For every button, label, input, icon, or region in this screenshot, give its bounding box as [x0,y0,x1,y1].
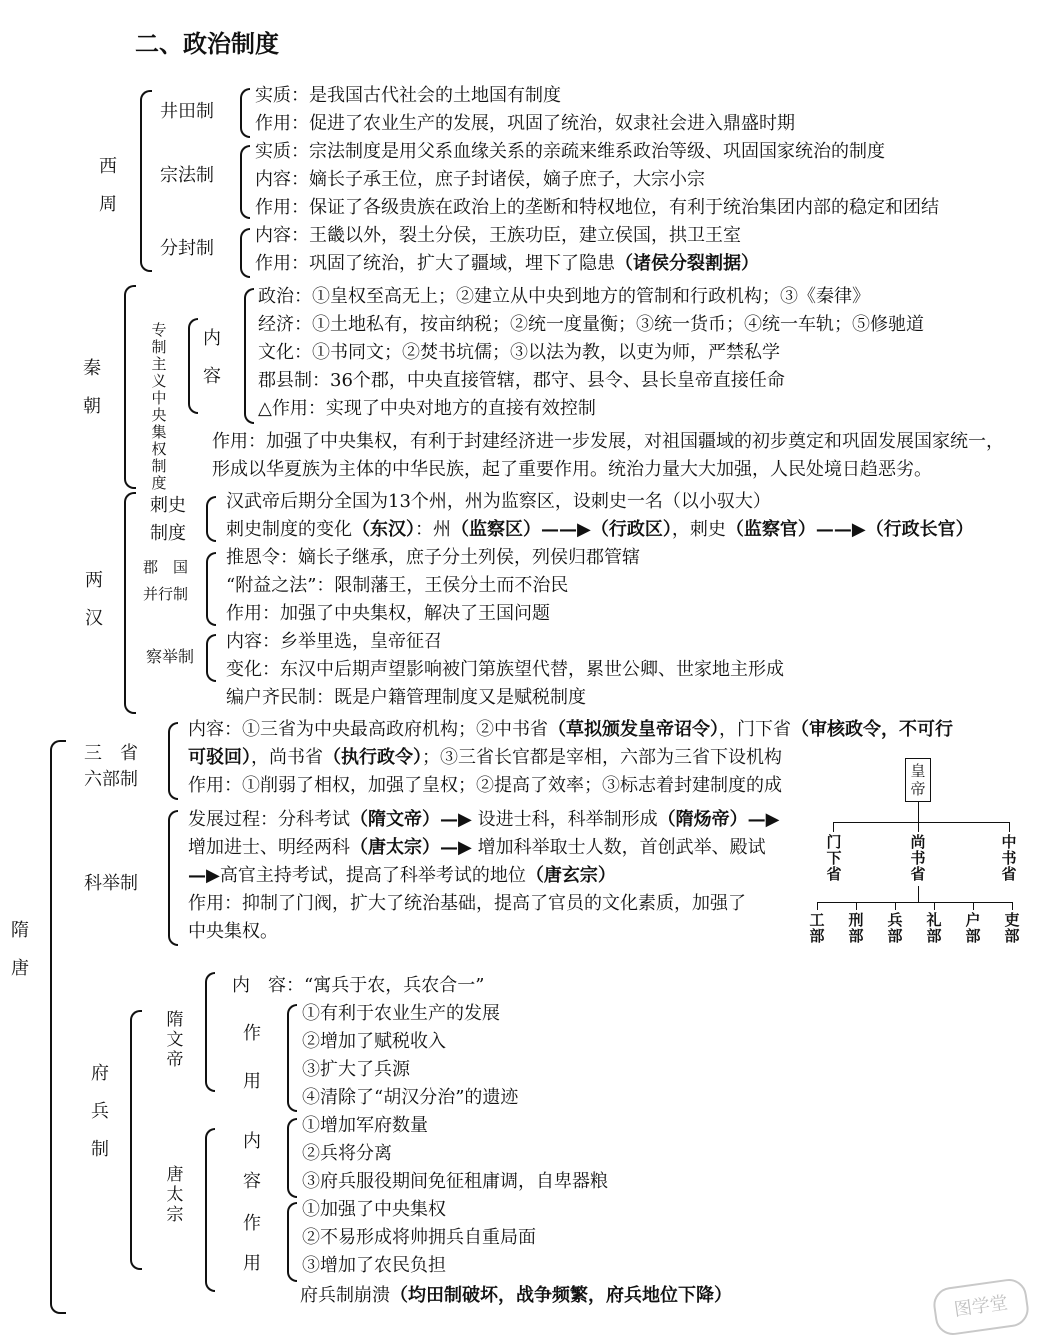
arrow-icon: ——▶ [815,519,866,540]
arrow-icon: ——▶ [541,519,591,540]
label-sansheng-2: 六部制 [84,769,138,790]
org-emperor: 皇帝 [905,758,931,802]
zongfa-line3: 作用：保证了各级贵族在政治上的垄断和特权地位，有利于统治集团内部的稳定和团结 [255,197,939,218]
bracket-suitang [50,740,66,1314]
org-connector [833,822,834,832]
tangtaizong-content-2: ②兵将分离 [302,1143,392,1164]
org-connector [833,822,1009,823]
suiwendi-effect-2: ②增加了赋税收入 [302,1031,446,1052]
bracket-qin-system [188,318,198,414]
sansheng-line1: 内容：①三省为中央最高政府机构；②中书省（草拟颁发皇帝诏令），门下省（审核政令，不可行 [188,719,953,740]
label-junguo-1: 郡 国 [143,558,189,576]
label-suiwendi: 隋文帝 [166,1010,184,1070]
suiwendi-effect-4: ④清除了“胡汉分治”的遗迹 [302,1087,519,1108]
keju-line1: 发展过程：分科考试（隋文帝）—▶ 设进士科，科举制形成（隋炀帝）—▶ [188,809,780,830]
fenfeng-line2: 作用：巩固了统治，扩大了疆域，埋下了隐患（诸侯分裂割据） [255,253,759,274]
keju-line3: —▶高官主持考试，提高了科举考试的地位（唐玄宗） [188,865,616,886]
fubing-neirong: 内 容：“寓兵于农，兵农合一” [232,975,485,996]
arrow-icon: —▶ [747,809,780,830]
qin-line5: △作用：实现了中央对地方的直接有效控制 [258,398,596,419]
org-chart [805,750,1030,950]
bracket-jingtian [240,88,250,138]
org-menxia: 门下省 [826,833,842,883]
zongfa-line1: 实质：宗法制度是用父系血缘关系的亲疏来维系政治等级、巩固国家统治的制度 [255,141,885,162]
org-bu-xing: 刑部 [848,911,864,945]
qin-line2: 经济：①土地私有，按亩纳税；②统一度量衡；③统一货币；④统一车轨；⑤修驰道 [258,314,924,335]
org-zhongshu: 中书省 [1001,833,1017,883]
tangtaizong-effect-3: ③增加了农民负担 [302,1255,446,1276]
org-connector [895,902,896,910]
cishi-line1: 汉武帝后期分全国为13个州，州为监察区，设刺史一名（以小驭大） [226,491,771,512]
org-bu-li2: 吏部 [1004,911,1020,945]
bianhu-line: 编户齐民制：既是户籍管理制度又是赋税制度 [226,687,586,708]
org-bu-bing: 兵部 [887,911,903,945]
cishi-line2: 刺史制度的变化（东汉）：州（监察区）——▶（行政区），刺史（监察官）——▶（行政长官） [226,519,974,540]
sansheng-line3: 作用：①削弱了相权，加强了皇权；②提高了效率；③标志着封建制度的成 [188,775,782,796]
keju-line5: 中央集权。 [188,921,278,942]
label-tangtaizong-zuoyong: 作用 [243,1213,261,1274]
suiwendi-effect-1: ①有利于农业生产的发展 [302,1003,500,1024]
qin-line1: 政治：①皇权至高无上；②建立从中央到地方的管制和行政机构；③《秦律》 [258,286,870,307]
page-title: 二、政治制度 [135,30,279,58]
label-fubing: 府兵制 [91,1063,109,1160]
junguo-line2: “附益之法”：限制藩王，王侯分土而不治民 [226,575,569,596]
bracket-chaju [206,634,216,682]
bracket-fenfeng [240,228,250,278]
junguo-line1: 推恩令：嫡长子继承，庶子分土列侯，列侯归郡管辖 [226,547,640,568]
fubing-collapse: 府兵制崩溃（均田制破坏，战争频繁，府兵地位下降） [300,1285,732,1306]
label-han: 两汉 [85,570,103,629]
zongfa-line2: 内容：嫡长子承王位，庶子封诸侯，嫡子庶子，大宗小宗 [255,169,705,190]
org-bu-gong: 工部 [809,911,825,945]
bracket-xizhou [140,90,152,272]
keju-line4: 作用：抑制了门阀，扩大了统治基础，提高了官员的文化素质，加强了 [188,893,746,914]
label-cishi-1: 刺史 [150,495,186,516]
bracket-fubing [130,1010,142,1270]
bracket-suiwendi-zuoyong [287,1004,297,1112]
org-connector [918,802,919,822]
label-jingtian: 井田制 [160,101,214,122]
tangtaizong-content-1: ①增加军府数量 [302,1115,428,1136]
junguo-line3: 作用：加强了中央集权，解决了王国问题 [226,603,550,624]
bracket-cishi [206,496,216,542]
label-tangtaizong: 唐太宗 [166,1165,184,1225]
arrow-icon: —▶ [440,837,472,858]
qin-line3: 文化：①书同文；②焚书坑儒；③以法为教，以吏为师，严禁私学 [258,342,780,363]
bracket-keju [168,810,178,946]
org-connector [1012,902,1013,910]
label-junguo-2: 并行制 [143,585,189,603]
label-suitang: 隋唐 [11,920,29,979]
suiwendi-effect-3: ③扩大了兵源 [302,1059,410,1080]
label-qin: 秦朝 [83,358,101,417]
bracket-tangtaizong-zuoyong [287,1202,297,1282]
label-suiwendi-zuoyong: 作用 [243,1023,261,1092]
tangtaizong-effect-1: ①加强了中央集权 [302,1199,446,1220]
tangtaizong-effect-2: ②不易形成将帅拥兵自重局面 [302,1227,536,1248]
bracket-junguo [206,552,216,626]
arrow-icon: —▶ [188,865,220,886]
org-connector [934,902,935,910]
bracket-qin-neirong [244,288,254,424]
bracket-han [124,492,136,714]
label-xizhou: 西周 [99,156,117,215]
label-sansheng-1: 三 省 [84,743,138,764]
chaju-line1: 内容：乡举里选，皇帝征召 [226,631,442,652]
bracket-sansheng [168,722,178,800]
org-connector [1009,822,1010,832]
bracket-suiwendi [205,972,215,1092]
org-connector [918,822,919,832]
org-connector [817,902,818,910]
bracket-qin [124,285,136,489]
qin-effect-line2: 形成以华夏族为主体的中华民族，起了重要作用。统治力量大大加强，人民处境日趋恶劣。 [212,459,932,480]
bracket-zongfa [240,145,250,219]
bracket-tangtaizong-neirong [287,1118,297,1198]
bracket-tangtaizong [205,1128,215,1292]
label-qin-system: 专制主义中央集权制度 [151,321,167,492]
chaju-line2: 变化：东汉中后期声望影响被门第族望代替，累世公卿、世家地主形成 [226,659,784,680]
label-qin-neirong: 内容 [203,328,221,387]
arrow-icon: —▶ [440,809,472,830]
fenfeng-line1: 内容：王畿以外，裂土分侯，王族功臣，建立侯国，拱卫王室 [255,225,741,246]
label-chaju: 察举制 [146,647,195,666]
watermark-logo: 图学堂 [931,1277,1031,1338]
label-tangtaizong-neirong: 内容 [243,1131,261,1192]
label-cishi-2: 制度 [150,523,186,544]
qin-effect-line1: 作用：加强了中央集权，有利于封建经济进一步发展，对祖国疆域的初步奠定和巩固发展国家统一， [212,431,1004,452]
org-connector [856,902,857,910]
jingtian-line2: 作用：促进了农业生产的发展，巩固了统治，奴隶社会进入鼎盛时期 [255,113,795,134]
sansheng-line2: 可驳回），尚书省（执行政令）；③三省长官都是宰相，六部为三省下设机构 [188,747,782,768]
jingtian-line1: 实质：是我国古代社会的土地国有制度 [255,85,561,106]
org-shangshu: 尚书省 [910,833,926,883]
label-zongfa: 宗法制 [160,165,214,186]
org-bu-hu: 户部 [965,911,981,945]
qin-line4: 郡县制：36个郡，中央直接管辖，郡守、县令、县长皇帝直接任命 [258,370,785,391]
org-connector [973,902,974,910]
org-bu-li: 礼部 [926,911,942,945]
org-connector [918,886,919,902]
org-connector [817,902,1013,903]
keju-line2: 增加进士、明经两科（唐太宗）—▶ 增加科举取士人数，首创武举、殿试 [188,837,766,858]
label-fenfeng: 分封制 [160,238,214,259]
tangtaizong-content-3: ③府兵服役期间免征租庸调，自卑器粮 [302,1171,608,1192]
label-keju: 科举制 [84,873,138,894]
